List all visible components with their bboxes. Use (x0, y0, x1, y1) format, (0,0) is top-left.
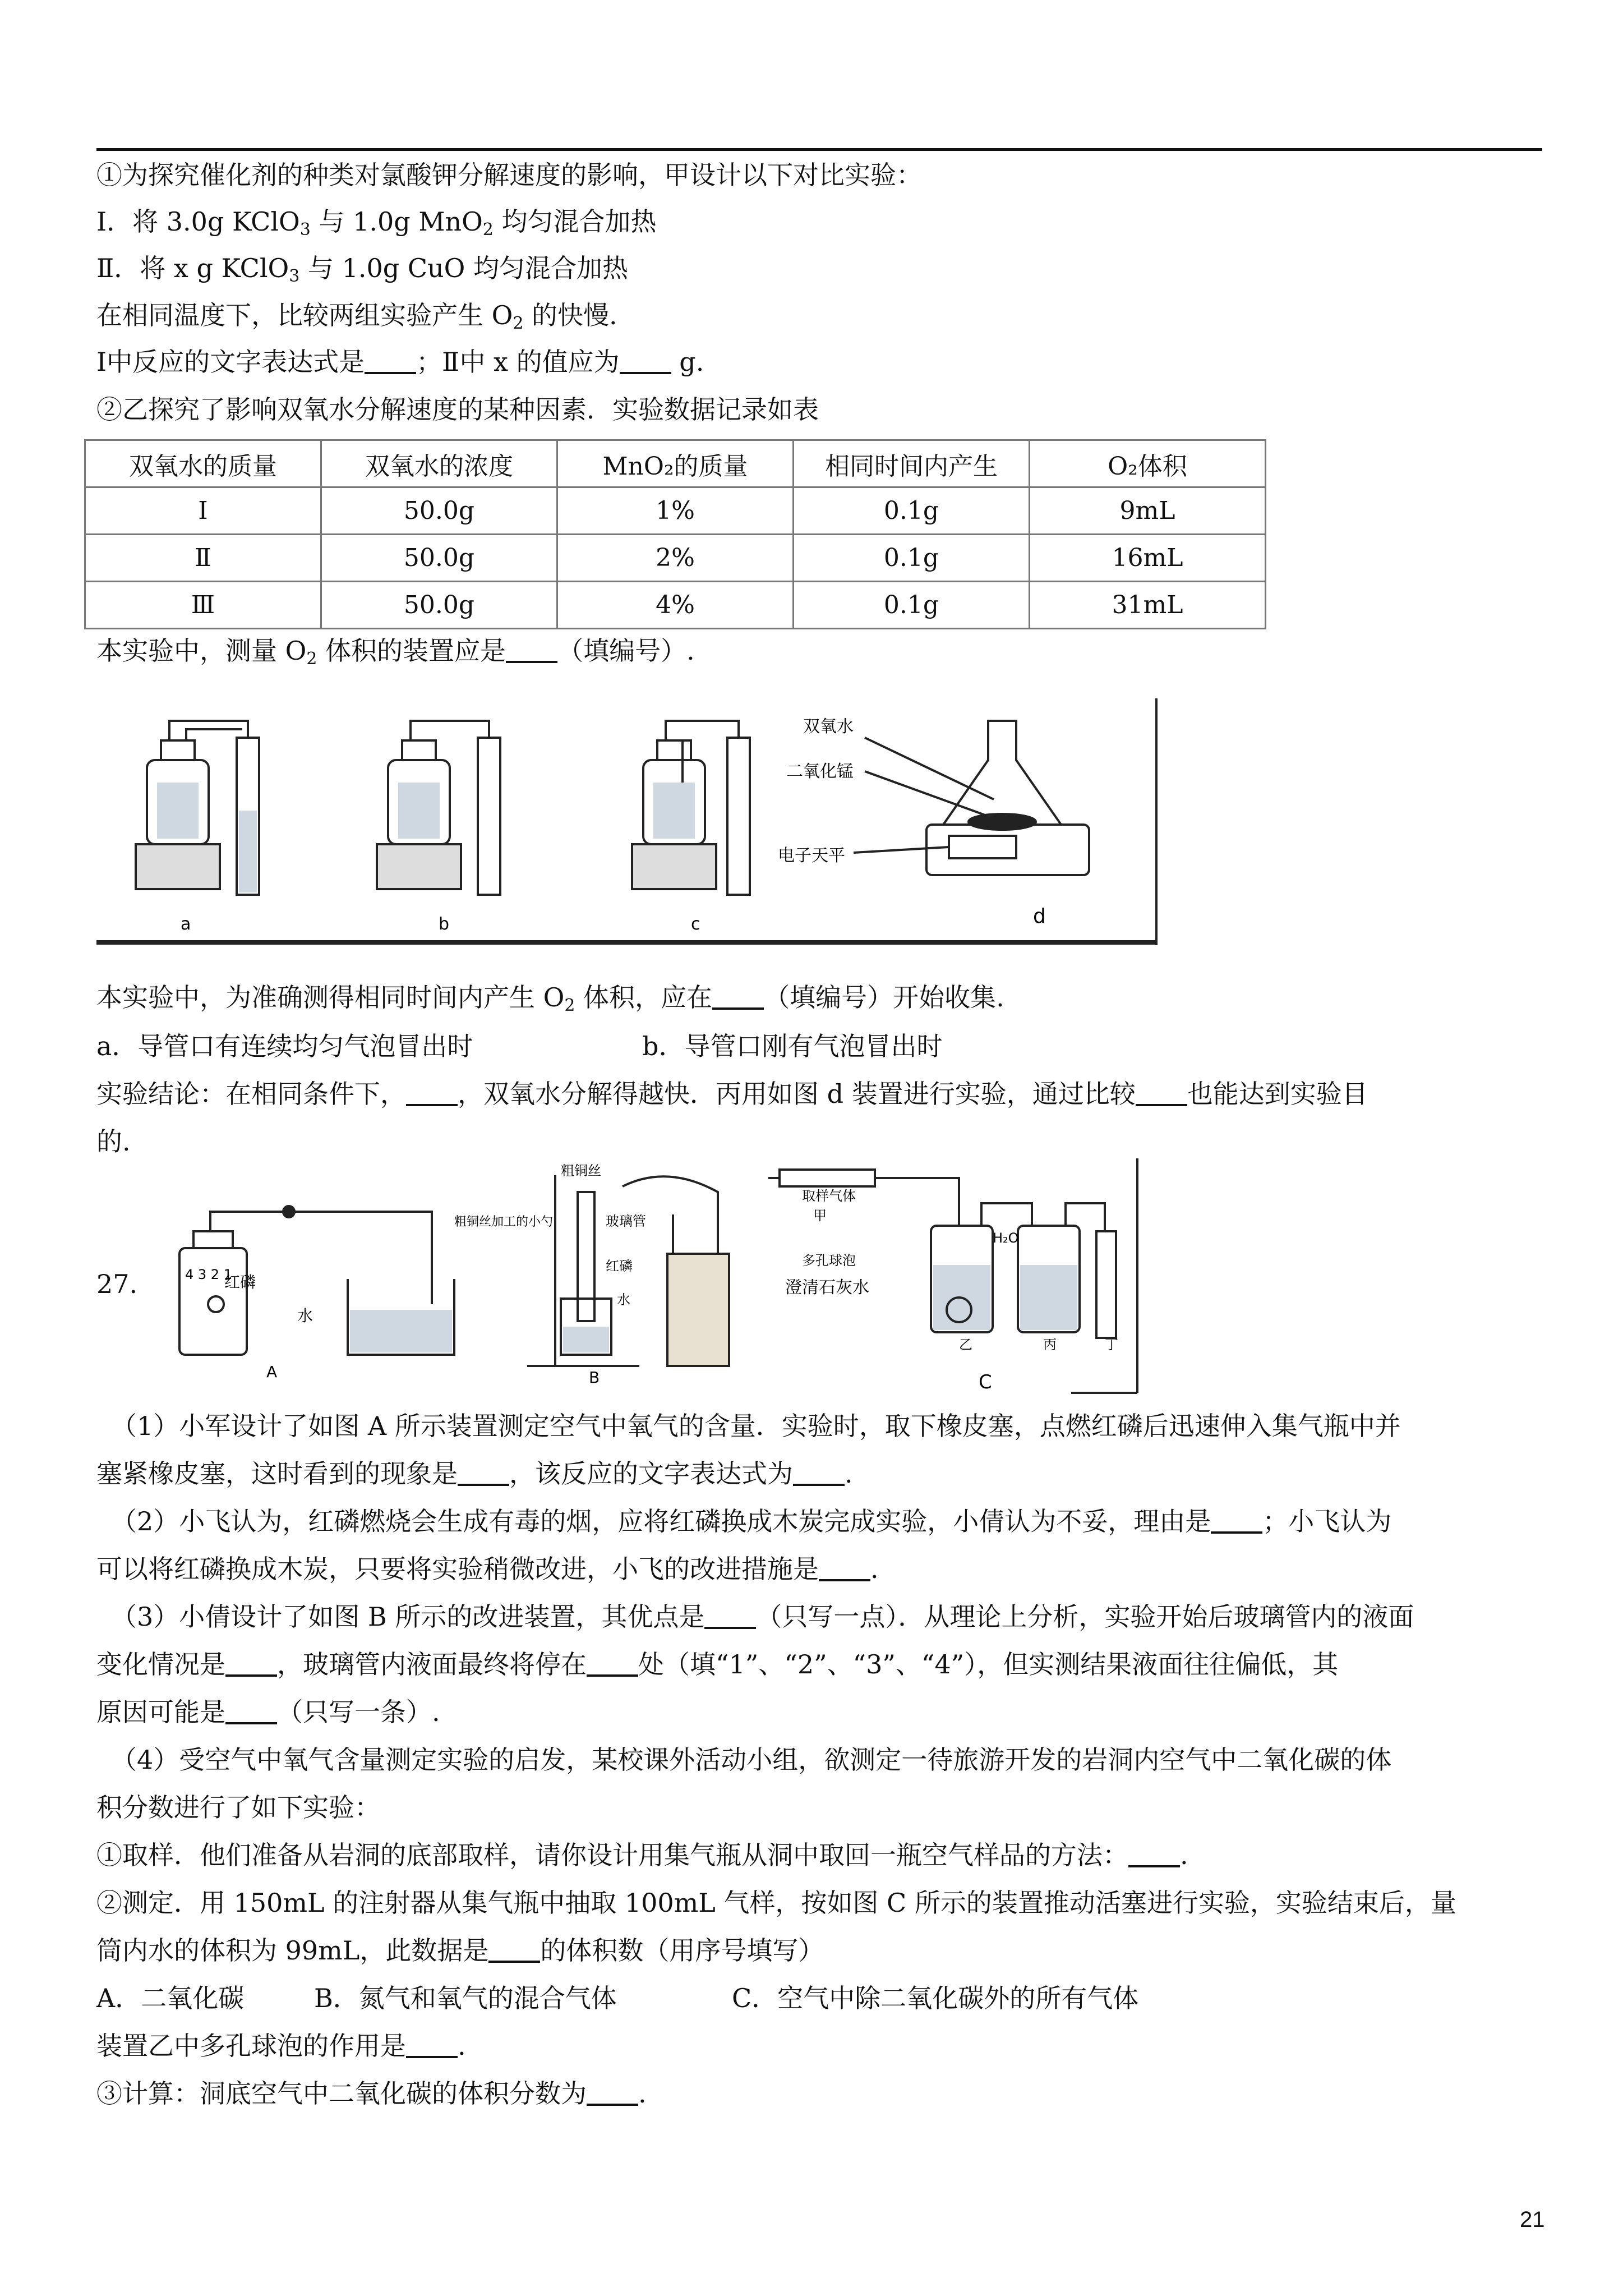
label-B: B (589, 1368, 600, 1387)
table-row (85, 487, 1266, 535)
table-header-row (85, 440, 1266, 487)
table-cell: 0.1g (794, 487, 1030, 535)
table-header: 双氧水的质量 (85, 440, 321, 487)
table-cell: 16mL (1030, 535, 1266, 582)
part2-intro: ②乙探究了影响双氧水分解速度的某种因素．实验数据记录如表 (96, 394, 819, 425)
label-glass-tube: 玻璃管 (606, 1213, 646, 1229)
answer-blank (1211, 1509, 1262, 1534)
apparatus-figure-abcd (96, 698, 1159, 945)
collect-question: 本实验中，为准确测得相同时间内产生 $O_2$ 体积，应在 （填编号）开始收集. (96, 982, 1004, 1015)
label-A: A (266, 1363, 278, 1381)
option-A: A．二氧化碳 (96, 1983, 245, 2013)
q27-s4-line1: （4）受空气中氧气含量测定实验的启发，某校课外活动小组，欲测定一待旅游开发的岩洞内空气中二氧化碳的体 (111, 1745, 1392, 1775)
label-limewater: 澄清石灰水 (785, 1278, 869, 1297)
label-sample-gas: 取样气体 (802, 1188, 856, 1204)
answer-blank (225, 1652, 277, 1677)
table-cell: 50.0g (321, 487, 557, 535)
option-C: C．空气中除二氧化碳外的所有气体 (732, 1983, 1139, 2013)
answer-blank (1128, 1843, 1180, 1867)
question-number: 27. (96, 1269, 138, 1299)
top-rule (96, 148, 1542, 151)
answer-blank (1136, 1082, 1187, 1106)
label-a: a (181, 914, 191, 934)
table-row (85, 582, 1266, 629)
label-ding: 丁 (1105, 1337, 1118, 1352)
answer-blank (793, 1461, 845, 1486)
option-a: a．导管口有连续均匀气泡冒出时 (96, 1031, 473, 1061)
q27-s1-line2: 塞紧橡皮塞，这时看到的现象是 ，该反应的文字表达式为 . (96, 1458, 853, 1489)
table-cell: 0.1g (794, 535, 1030, 582)
option-B: B．氮气和氧气的混合气体 (314, 1983, 617, 2013)
answer-blank (225, 1700, 277, 1724)
label-h2o: H₂O (993, 1230, 1019, 1246)
part1-question: Ⅰ中反应的文字表达式是 ；Ⅱ中 x 的值应为 g. (96, 347, 704, 377)
label-porous-bulb: 多孔球泡 (802, 1253, 856, 1268)
table-cell: Ⅱ (85, 535, 321, 582)
apparatus-b (377, 721, 500, 895)
q27-s2-line1: （2）小飞认为，红磷燃烧会生成有毒的烟，应将红磷换成木炭完成实验，小倩认为不妥，理由是 ；小飞认为 (111, 1506, 1392, 1536)
answer-blank (620, 349, 671, 374)
q27-s2-line2: 可以将红磷换成木炭，只要将实验稍微改进，小飞的改进措施是 . (96, 1554, 879, 1584)
part1-intro: ①为探究催化剂的种类对氯酸钾分解速度的影响，甲设计以下对比实验： (96, 160, 922, 190)
answer-blank (712, 985, 764, 1010)
table-cell: 1% (557, 487, 794, 535)
label-d: d (1033, 905, 1046, 928)
apparatus-d (854, 721, 1089, 875)
label-C: C (979, 1371, 992, 1393)
apparatus-c (632, 721, 750, 895)
answer-blank (819, 1557, 870, 1581)
option-b: b．导管口刚有气泡冒出时 (642, 1031, 943, 1061)
answer-blank (587, 2081, 638, 2106)
table-cell: 4% (557, 582, 794, 629)
q27-s3-line2: 变化情况是 ，玻璃管内液面最终将停在 处（填“1”、“2”、“3”、“4”），但实测结果液面往往偏低，其 (96, 1649, 1339, 1680)
answer-blank (488, 1938, 540, 1963)
table-header: O₂体积 (1030, 440, 1266, 487)
conclusion-end: 的. (96, 1126, 131, 1157)
label-water: 水 (297, 1306, 313, 1325)
apparatus-figure-abc (163, 1158, 1141, 1394)
q27-s1-line1: （1）小军设计了如图 A 所示装置测定空气中氧气的含量．实验时，取下橡皮塞，点燃红磷后迅速伸入集气瓶中并 (111, 1411, 1401, 1441)
answer-blank (365, 349, 416, 374)
label-c: c (691, 914, 700, 934)
label-spoon: 粗铜丝加工的小勺 (454, 1215, 554, 1229)
label-hydrogen-peroxide: 双氧水 (803, 717, 854, 737)
table-header: MnO₂的质量 (557, 440, 794, 487)
label-copper-wire: 粗铜丝 (561, 1163, 601, 1179)
table-cell: 31mL (1030, 582, 1266, 629)
answer-blank (406, 1082, 458, 1106)
q27-s4-3: ③计算：洞底空气中二氧化碳的体积分数为 . (96, 2078, 647, 2109)
table-cell: 0.1g (794, 582, 1030, 629)
answer-blank (458, 1461, 509, 1486)
q27-s4-line2: 积分数进行了如下实验： (96, 1792, 380, 1823)
q27-s4-2-line1: ②测定．用 150mL 的注射器从集气瓶中抽取 100mL 气样，按如图 C 所示的装置推动活塞进行实验，实验结束后，量 (96, 1888, 1456, 1918)
table-cell: 50.0g (321, 582, 557, 629)
table-cell: Ⅲ (85, 582, 321, 629)
table-cell: 2% (557, 535, 794, 582)
data-table (84, 439, 1266, 629)
q27-s3-line1: （3）小倩设计了如图 B 所示的改进装置，其优点是 （只写一点）．从理论上分析，实验开始后玻璃管内的液面 (111, 1602, 1414, 1632)
table-header: 相同时间内产生 (794, 440, 1030, 487)
q27-s4-1: ①取样．他们准备从岩洞的底部取样，请你设计用集气瓶从洞中取回一瓶空气样品的方法： . (96, 1840, 1188, 1870)
label-manganese-dioxide: 二氧化锰 (786, 762, 854, 781)
label-jia: 甲 (813, 1208, 827, 1223)
conclusion: 实验结论：在相同条件下， ，双氧水分解得越快．丙用如图 d 装置进行实验，通过比较 也能达到实验目 (96, 1079, 1368, 1109)
q27-s3-line3: 原因可能是 （只写一条）. (96, 1697, 440, 1727)
answer-blank (506, 638, 557, 663)
label-red-phosphorus-b: 红磷 (606, 1258, 633, 1274)
table-row (85, 535, 1266, 582)
part1-exp1: Ⅰ．将 3.0g KClO$_3$ 与 1.0g MnO$_2$ 均匀混合加热 (96, 206, 657, 240)
answer-blank (406, 2033, 458, 2058)
table-cell: Ⅰ (85, 487, 321, 535)
q27-bulb: 装置乙中多孔球泡的作用是 . (96, 2031, 466, 2061)
apparatus-a (136, 721, 259, 895)
table-cell: 50.0g (321, 535, 557, 582)
label-b: b (439, 914, 450, 934)
table-header: 双氧水的浓度 (321, 440, 557, 487)
label-yi: 乙 (959, 1337, 972, 1352)
part1-compare: 在相同温度下，比较两组实验产生 $O_2$ 的快慢. (96, 300, 617, 333)
label-red-phosphorus: 红磷 (224, 1273, 256, 1291)
table-cell: 9mL (1030, 487, 1266, 535)
q27-s4-2-line2: 筒内水的体积为 99mL，此数据是 的体积数（用序号填写） (96, 1935, 824, 1966)
page-number: 21 (1520, 2207, 1545, 2232)
label-balance: 电子天平 (778, 846, 845, 866)
answer-blank (704, 1604, 756, 1629)
label-water-b: 水 (617, 1292, 630, 1308)
label-scale: 4 3 2 1 (185, 1267, 232, 1282)
device-question: 本实验中，测量 $O_2$ 体积的装置应是 （填编号）. (96, 636, 695, 669)
answer-blank (587, 1652, 638, 1677)
label-bing: 丙 (1043, 1337, 1057, 1352)
part1-exp2: Ⅱ．将 x g KClO$_3$ 与 1.0g CuO 均匀混合加热 (96, 253, 628, 286)
